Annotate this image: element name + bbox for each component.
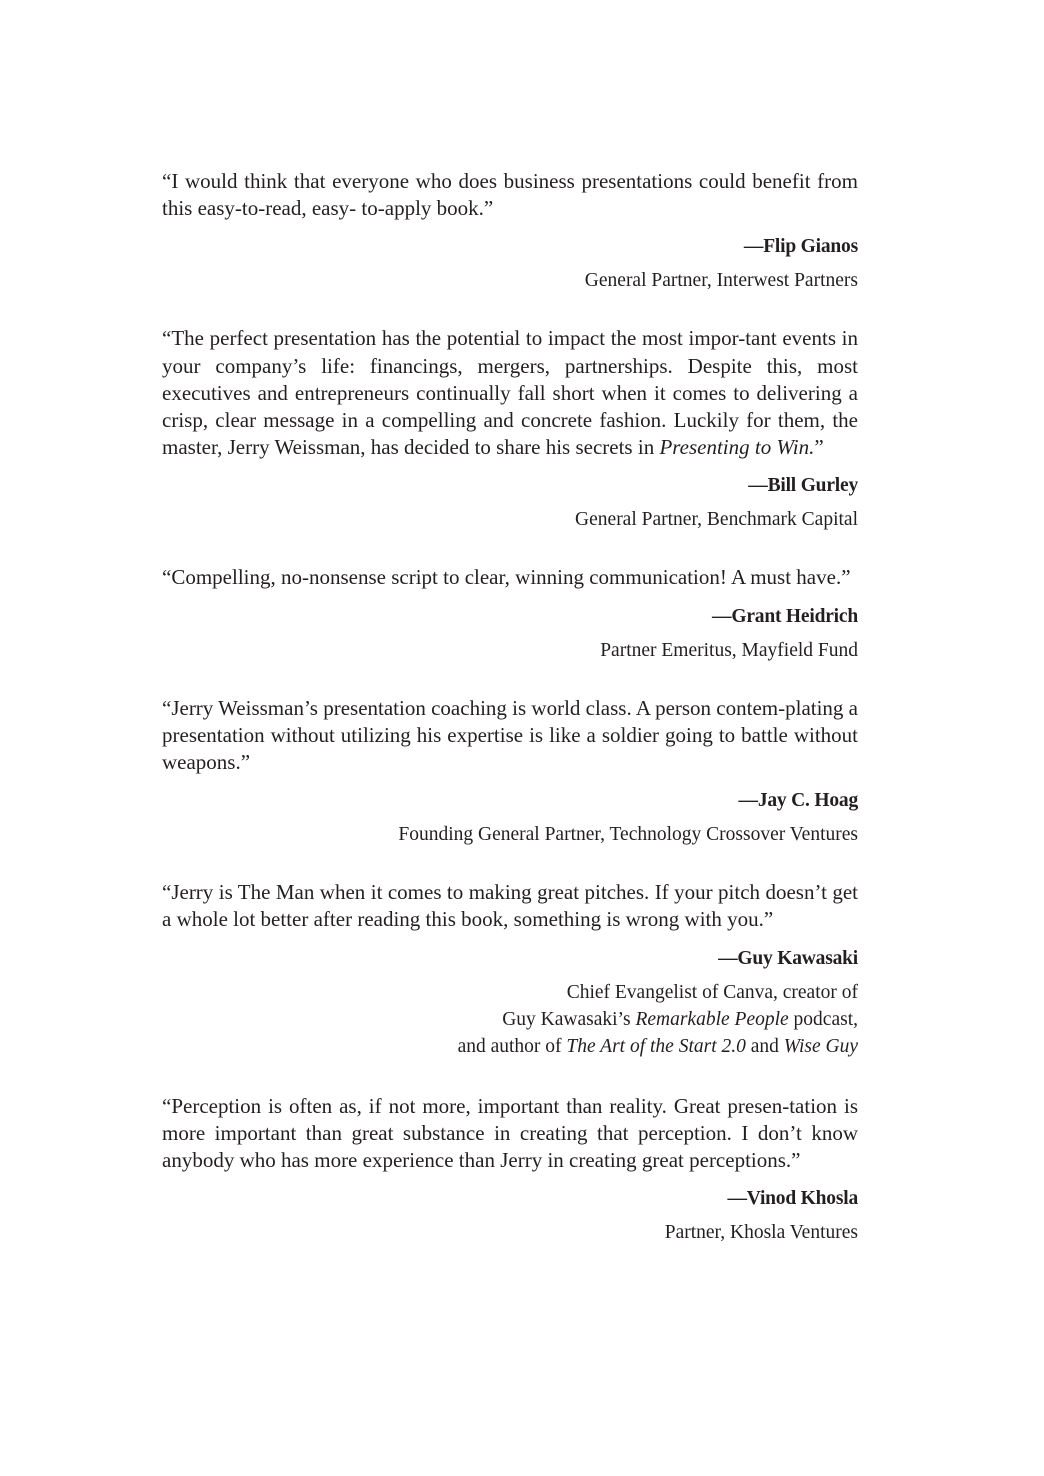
testimonial-quote: “Compelling, no-nonsense script to clear, winning communication! A must have.” bbox=[162, 565, 851, 590]
testimonial-author: —Flip Gianos bbox=[743, 236, 858, 258]
affiliation-text: and bbox=[745, 1035, 784, 1057]
testimonial-vinod-khosla bbox=[162, 1093, 858, 1247]
testimonial-quote: “Jerry is The Man when it comes to making great pitches. If your pitch doesn’t get a whole lot better after reading this book, something is wrong with you.” bbox=[162, 880, 858, 932]
testimonial-author: —Vinod Khosla bbox=[727, 1188, 858, 1210]
testimonial-bill-gurley bbox=[162, 325, 858, 533]
book-title: Presenting to Win. bbox=[659, 435, 815, 460]
testimonial-author: —Jay C. Hoag bbox=[738, 790, 858, 812]
testimonial-affiliation bbox=[162, 979, 858, 1060]
testimonial-flip-gianos bbox=[162, 168, 858, 294]
testimonial-quote: “I would think that everyone who does business presentations could benefit from this easy-to-read, easy- to-apply book.” bbox=[162, 169, 858, 221]
testimonial-affiliation: Founding General Partner, Technology Crossover Ventures bbox=[398, 824, 858, 846]
testimonial-guy-kawasaki bbox=[162, 879, 858, 1059]
affiliation-text: and author of bbox=[457, 1035, 567, 1057]
testimonial-quote: “Perception is often as, if not more, important than reality. Great presen-tation is more important than great substance in creating that perception. I don’t know anybody who has more experience than Jerry in creating great perceptions.” bbox=[162, 1093, 858, 1173]
quote-close: ” bbox=[814, 435, 824, 460]
testimonial-affiliation: General Partner, Benchmark Capital bbox=[575, 509, 858, 531]
testimonial-author: —Bill Gurley bbox=[748, 475, 858, 497]
testimonial-affiliation: Partner Emeritus, Mayfield Fund bbox=[600, 639, 858, 661]
testimonial-affiliation: Partner, Khosla Ventures bbox=[664, 1222, 858, 1244]
quote-text: “The perfect presentation has the potential to impact the most impor-tant events in your company’s life: financings, mergers, partnerships. Despite this, most executives and entrepreneurs continually fall short when it comes to delivering a crisp, clear message in a compelling and concrete fashion. Luckily for them, the master, Jerry Weissman, has decided to share his secrets in bbox=[162, 326, 858, 460]
affiliation-line bbox=[162, 1033, 858, 1060]
affiliation-text: podcast, bbox=[788, 1008, 858, 1030]
book-title: Wise Guy bbox=[783, 1035, 858, 1057]
affiliation-line: Chief Evangelist of Canva, creator of bbox=[566, 981, 858, 1003]
affiliation-text: Guy Kawasaki’s bbox=[502, 1008, 636, 1030]
testimonial-author: —Guy Kawasaki bbox=[718, 947, 858, 969]
testimonial-quote: “Jerry Weissman’s presentation coaching is world class. A person contem-plating a presentation without utilizing his expertise is like a soldier going to battle without weapons.” bbox=[162, 695, 859, 775]
testimonial-affiliation: General Partner, Interwest Partners bbox=[584, 270, 858, 292]
testimonials-page bbox=[162, 168, 858, 1277]
podcast-title: Remarkable People bbox=[635, 1008, 789, 1030]
testimonial-jay-hoag bbox=[162, 695, 858, 849]
affiliation-line bbox=[162, 1006, 858, 1033]
testimonial-grant-heidrich bbox=[162, 564, 858, 663]
testimonial-author: —Grant Heidrich bbox=[712, 605, 858, 627]
book-title: The Art of the Start 2.0 bbox=[566, 1035, 746, 1057]
testimonial-quote bbox=[162, 325, 858, 461]
